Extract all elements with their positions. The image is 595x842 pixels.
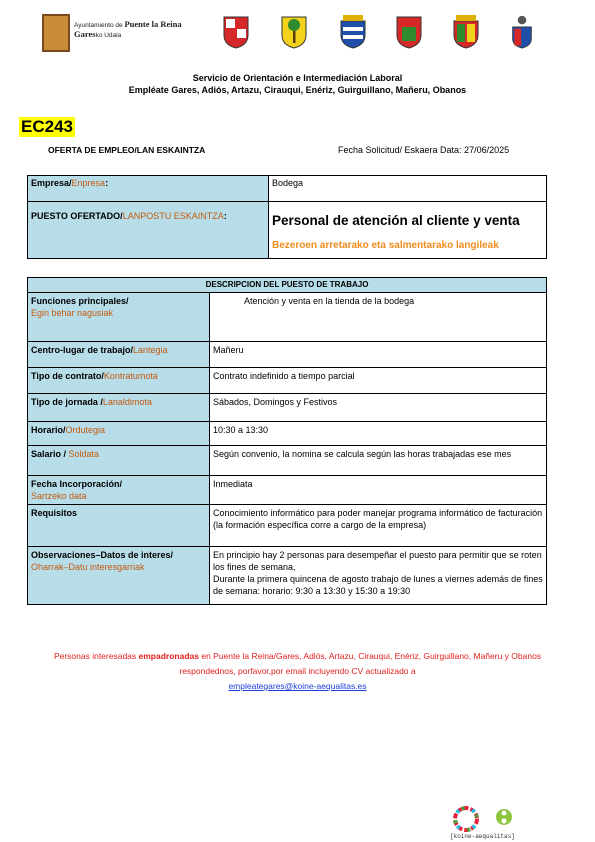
position-value <box>269 202 547 259</box>
application-notice <box>30 649 565 694</box>
row-label-es: Salario / <box>31 449 69 459</box>
table-row <box>28 446 547 476</box>
row-label <box>28 446 210 476</box>
position-label-eus: LANPOSTU ESKAINTZA <box>122 211 224 221</box>
row-label-es: Requisitos <box>31 508 78 518</box>
row-value: Contrato indefinido a tiempo parcial <box>210 368 547 394</box>
table-row <box>28 368 547 394</box>
logo-text-big-1: Puente la Reina <box>124 19 182 29</box>
row-label-eus: Soldata <box>68 449 100 459</box>
position-row <box>28 202 547 259</box>
row-label-es: Observaciones–Datos de interes/ <box>31 550 174 560</box>
row-label-eus: Kontratumota <box>103 371 158 381</box>
row-value: Mañeru <box>210 342 547 368</box>
position-label-colon: : <box>223 211 227 221</box>
company-value: Bodega <box>269 176 547 202</box>
row-label <box>28 293 210 342</box>
table-row <box>28 394 547 422</box>
row-label-eus: Sartzeko data <box>31 491 87 501</box>
logo-text-small-2: ko Udala <box>95 32 122 39</box>
koine-label: [koine-aequalitas] <box>450 833 515 840</box>
obanos-shield-icon <box>510 15 534 49</box>
town-hall-logo-text <box>74 20 182 40</box>
eneriz-shield-icon <box>395 15 423 49</box>
logo-text-small-1: Ayuntamiento de <box>74 22 123 29</box>
artazu-shield-icon <box>280 15 308 49</box>
notice-bold: empadronadas <box>138 651 199 661</box>
guirguillano-shield-icon <box>452 15 480 49</box>
row-label <box>28 476 210 505</box>
logo-text-big-2: Gares <box>74 29 96 39</box>
contact-email-link[interactable]: empleategares@koine-aequalitas.es <box>228 681 367 691</box>
observations-line-2: Durante la primera quincena de agosto trabajo de lunes a viernes además de fines de semana: horario: 9:30 a 13:30 y 15:30 a 19:30 <box>213 574 543 596</box>
row-label-eus: Lantegia <box>133 345 168 355</box>
table-row <box>28 293 547 342</box>
row-label-eus: Ordutegia <box>65 425 106 435</box>
koine-logo-icon <box>495 806 513 828</box>
company-row <box>28 176 547 202</box>
row-value: Sábados, Domingos y Festivos <box>210 394 547 422</box>
row-label-es: Tipo de jornada / <box>31 397 103 407</box>
company-label <box>28 176 269 202</box>
row-label <box>28 342 210 368</box>
sdg-wheel-icon <box>452 805 492 835</box>
row-label-es: Funciones principales/ <box>31 296 129 306</box>
company-label-colon: : <box>105 178 109 188</box>
position-label-es: PUESTO OFERTADO/ <box>31 211 123 221</box>
description-header-row <box>28 278 547 293</box>
row-label-es: Centro-lugar de trabajo/ <box>31 345 134 355</box>
position-title: Personal de atención al cliente y venta <box>272 213 520 228</box>
table-row <box>28 505 547 547</box>
job-description-table <box>27 277 547 605</box>
row-label-eus: Lanaldimota <box>102 397 152 407</box>
puente-la-reina-coat-of-arms-icon <box>42 14 70 52</box>
table-row <box>28 422 547 446</box>
notice-text-2: en Puente la Reina/Gares, Adiós, Artazu, Cirauqui, Enériz, Guirguillano, Mañeru y Obanos respondednos, porfavor,por email incluyendo CV actualizado a <box>179 651 542 676</box>
row-value: Inmediata <box>210 476 547 505</box>
row-label <box>28 394 210 422</box>
service-title-line-1: Servicio de Orientación e Intermediación Laboral <box>192 73 403 83</box>
request-date: Fecha Solicitud/ Eskaera Data: 27/06/2025 <box>338 145 510 155</box>
row-label-es: Fecha Incorporación/ <box>31 479 123 489</box>
row-value <box>210 547 547 605</box>
row-label <box>28 368 210 394</box>
row-label <box>28 547 210 605</box>
observations-line-1: En principio hay 2 personas para desempeñar el puesto para permitir que se roten los fines de semana, <box>213 550 542 572</box>
company-position-table <box>27 175 547 259</box>
service-title-line-2: Empléate Gares, Adiós, Artazu, Cirauqui, Enériz, Guirguillano, Mañeru, Obanos <box>128 85 467 95</box>
row-value: Conocimiento informático para poder manejar programa informático de facturación (la formación específica corre a cargo de la empresa) <box>210 505 547 547</box>
row-value: Según convenio, la nomina se calcula según las horas trabajadas ese mes <box>210 446 547 476</box>
row-value: 10:30 a 13:30 <box>210 422 547 446</box>
adios-shield-icon <box>222 15 250 49</box>
position-title-basque: Bezeroen arretarako eta salmentarako langileak <box>272 240 499 251</box>
description-header: DESCRIPCION DEL PUESTO DE TRABAJO <box>28 278 547 293</box>
row-label-es: Tipo de contrato/ <box>31 371 104 381</box>
table-row <box>28 342 547 368</box>
row-value <box>210 293 547 342</box>
table-row <box>28 547 547 605</box>
service-title <box>0 72 595 96</box>
row-label <box>28 422 210 446</box>
notice-text-1: Personas interesadas <box>53 651 139 661</box>
offer-code: EC243 <box>21 117 73 136</box>
row-label-eus: Egin behar nagusiak <box>31 308 114 318</box>
row-label-eus: Oharrak–Datu interesgarriak <box>31 562 145 572</box>
row-value-text: Atención y venta en la tienda de la bodega <box>244 296 415 306</box>
offer-type-label: OFERTA DE EMPLEO/LAN ESKAINTZA <box>48 145 206 155</box>
company-label-es: Empresa/ <box>31 178 72 188</box>
table-row <box>28 476 547 505</box>
position-label <box>28 202 269 259</box>
row-label <box>28 505 210 547</box>
cirauqui-shield-icon <box>339 15 367 49</box>
company-label-eus: Enpresa <box>71 178 106 188</box>
row-label-es: Horario/ <box>31 425 66 435</box>
